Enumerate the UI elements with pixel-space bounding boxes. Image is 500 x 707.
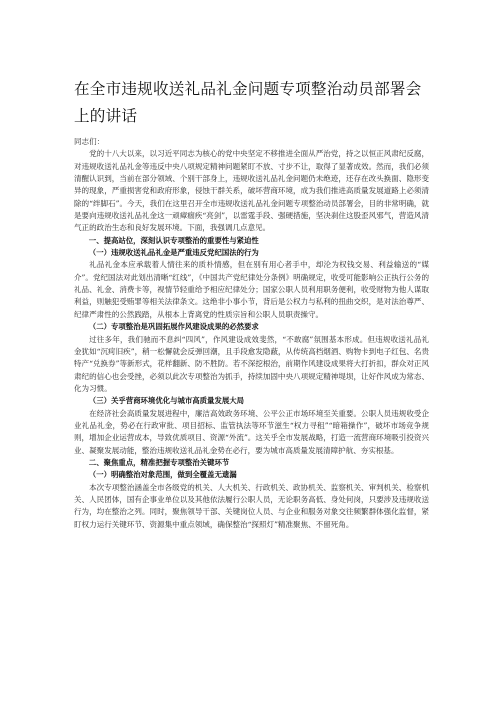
subheading-1-3: （三）关乎营商环境优化与城市高质量发展大局: [88, 396, 245, 406]
heading-part-one: 一、提高站位，深刻认识专项整治的重要性与紧迫性: [88, 235, 259, 245]
speech-title: 在全市违规收送礼品礼金问题专项整治动员部署会上的讲话: [74, 80, 422, 125]
subheading-1-2: （二）专项整治是巩固拓展作风建设成果的必然要求: [88, 322, 259, 332]
speech-body: [74, 136, 429, 531]
paragraph-2-1: 本次专项整治涵盖全市各级党的机关、人大机关、行政机关、政协机关、监察机关、审判机关、检察机关、人民团体，国有企事业单位以及其他依法履行公职人员，无论职务高低、身处何岗，只要涉及违规收送行为，均在整治之列。同时，聚焦领导干部、关键岗位人员、与企业和服务对象交往频繁群体强化监督，紧盯权力运行关键环节、资源集中重点领域，确保整治“探照灯”精准聚焦、不留死角。: [74, 482, 429, 529]
salutation: 同志们：: [74, 137, 105, 146]
paragraph-intro: 党的十八大以来，以习近平同志为核心的党中央坚定不移推进全面从严治党，持之以恒正风肃纪反腐，对违规收送礼品礼金等违反中央八项规定精神问题紧盯不放、寸步不让，取得了显著成效。然而，我们必须清醒认识到，当前在部分领域、个别干部身上，违规收送礼品礼金问题仍未绝迹，还存在改头换面、隐形变异的现象，严重损害党和政府形象，侵蚀干群关系，破坏营商环境，成为我们推进高质量发展道路上必须清除的“绊脚石”。今天，我们在这里召开全市违规收送礼品礼金问题专项整治动员部署会，目的非常明确，就是要向违规收送礼品礼金这一顽瘴痼疾“亮剑”，以雷霆手段、强硬措施，坚决刹住这股歪风邪气，营造风清气正的政治生态和良好发展环境。下面，我强调几点意见。: [74, 149, 429, 233]
paragraph-1-1: 礼品礼金本应承载着人情往来的质朴情感，但在别有用心者手中，却沦为权钱交易、利益输送的“媒介”。党纪国法对此划出清晰“红线”，《中国共产党纪律处分条例》明确规定，收受可能影响公正执行公务的礼品、礼金、消费卡等，视情节轻重给予相应纪律处分；国家公职人员利用职务便利，收受财物为他人谋取利益，则触犯受贿罪等相关法律条文。这绝非小事小节，背后是公权力与私利的扭曲交织，是对法治尊严、纪律严肃性的公然践踏，从根本上背离党的性质宗旨和公职人员职责操守。: [74, 260, 429, 319]
subheading-2-1: （一）明确整治对象范围，做到全覆盖无遗漏: [88, 470, 237, 480]
paragraph-1-3: 在经济社会高质量发展进程中，廉洁高效政务环境、公平公正市场环境至关重要。公职人员违规收受企业礼品礼金，势必在行政审批、项目招标、监管执法等环节滋生“权力寻租”“暗箱操作”，破坏市场竞争规则，增加企业运营成本，导致优质项目、资源“外流”。这关乎全市发展战略，打造一流营商环境吸引投资兴业、凝聚发展动能，整治违规收送礼品礼金势在必行，要为城市高质量发展清障护航、夯实根基。: [74, 408, 429, 455]
heading-part-two: 二、聚焦重点，精准把握专项整治关键环节: [88, 457, 230, 467]
subheading-1-1: （一）违规收送礼品礼金是严重违反党纪国法的行为: [88, 248, 259, 258]
paragraph-1-2: 过往多年，我们驰而不息纠“四风”，作风建设成效斐然，“不敢腐”氛围基本形成。但违规收送礼品礼金犹如“沉疴旧疾”，稍一松懈就会反弹回潮，且手段愈发隐蔽，从传统高档烟酒、购物卡到电子红包、名贵特产“兑换券”等新形式，花样翻新、防不胜防。若不深挖根治，前期作风建设成果将大打折扣，群众对正风肃纪的信心也会受挫，必须以此次专项整治为抓手，持续加固中央八项规定精神堤坝，让好作风成为常态、化为习惯。: [74, 334, 429, 393]
